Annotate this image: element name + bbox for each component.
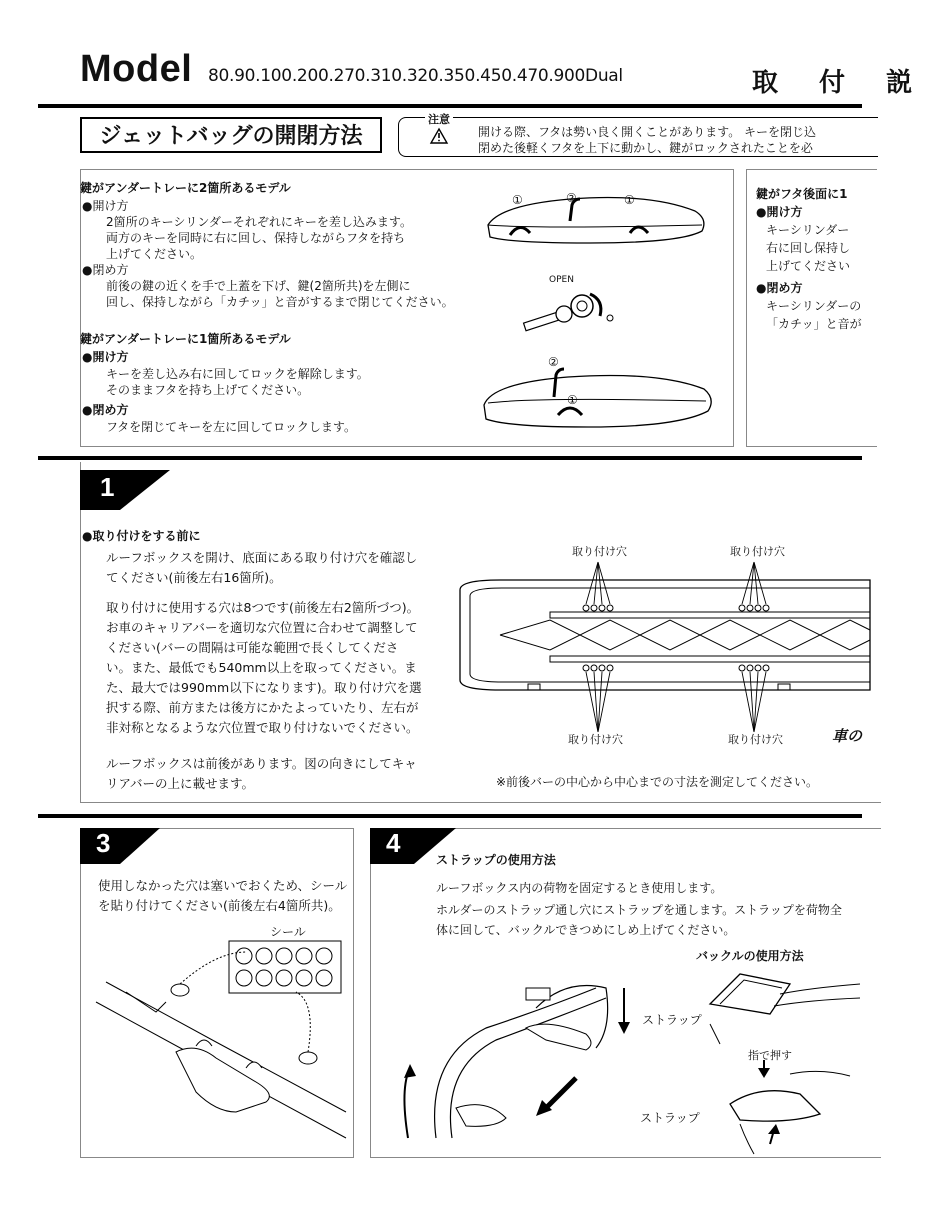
strap-label: ストラップ: [640, 1111, 700, 1125]
one-lock-close-line: フタを閉じてキーを左に回してロックします。: [106, 420, 356, 434]
key-cylinder-icon: [520, 282, 620, 342]
step1-paragraph: ルーフボックスは前後があります。図の向きにしてキャリアバーの上に載せます。: [106, 756, 417, 791]
caution-label: 注意: [425, 111, 453, 127]
measure-note: ※前後バーの中心から中心までの寸法を測定してください。: [496, 775, 819, 789]
section-title-open-close: ジェットバッグの開閉方法: [80, 117, 382, 153]
seal-label: シール: [270, 925, 306, 939]
two-lock-close-line: 回し、保持しながら「カチッ」と音がするまで閉じてください。: [106, 295, 454, 309]
two-lock-close-line: 前後の鍵の近くを手で上蓋を下げ、鍵(2箇所共)を左側に: [106, 279, 411, 293]
hole-label: 取り付け穴: [730, 545, 785, 558]
step4-number: 4: [386, 828, 401, 858]
callout-1: ①: [624, 193, 635, 207]
two-lock-open-line: 上げてください。: [106, 247, 203, 261]
two-lock-close-head: ●閉め方: [82, 263, 129, 277]
one-lock-heading: 鍵がアンダートレーに1箇所あるモデル: [80, 332, 291, 346]
model-heading: Model: [80, 48, 193, 90]
document-title: 取 付 説: [752, 68, 928, 98]
one-lock-open-line: そのままフタを持ち上げてください。: [106, 383, 310, 397]
rear-lock-open-line: 上げてください: [766, 259, 851, 273]
header-rule: [38, 104, 862, 108]
one-lock-open-head: ●開け方: [82, 350, 129, 364]
step1-paragraph: 取り付けに使用する穴は8つです(前後左右2箇所づつ)。お車のキャリアバーを適切な穴位置に合わせて調整してください(バーの間隔は可能な範囲で長くしてください。また、最低でも540mm以上を取ってください。また、最大では990mm以下になります)。取り付け穴を選択する際、前方または後方にかたよっていたり、左右が非対称となるような穴位置で取り付けないでください。: [106, 600, 422, 735]
step3-badge: [80, 828, 160, 864]
two-lock-open-line: 両方のキーを同時に右に回し、保持しながらフタを持ち: [106, 231, 406, 245]
hole-label: 取り付け穴: [572, 545, 627, 558]
buckle-illustration: [700, 964, 860, 1154]
strap-label: ストラップ: [642, 1013, 702, 1027]
rear-lock-close-line: キーシリンダーの: [766, 299, 862, 313]
rear-lock-close-line: 「カチッ」と音が: [766, 317, 862, 331]
one-lock-open-line: キーを差し込み右に回してロックを解除します。: [106, 367, 369, 381]
step1-heading: ●取り付けをする前に: [82, 529, 201, 543]
step4-line2: ホルダーのストラップ通し穴にストラップを通します。ストラップを荷物全体に回して、バックルできつめにしめ上げてください。: [436, 903, 842, 937]
caution-text: 開ける際、フタは勢い良く開くことがあります。 キーを閉じ込 閉めた後軽くフタを上下に動かし、鍵がロックされたことを必: [478, 125, 817, 155]
callout-1: ①: [567, 393, 578, 407]
rear-lock-close-head: ●閉め方: [756, 281, 803, 295]
two-lock-open-line: 2箇所のキーシリンダーそれぞれにキーを差し込みます。: [106, 215, 412, 229]
section-rule: [38, 814, 862, 818]
section-rule: [38, 456, 862, 460]
seal-application-illustration: [96, 962, 346, 1152]
callout-1: ①: [512, 193, 523, 207]
open-label: OPEN: [549, 275, 574, 285]
car-front-label: 車の: [832, 727, 863, 745]
step1-number: 1: [100, 472, 115, 502]
buckle-title: バックルの使用方法: [696, 949, 804, 963]
two-lock-open-head: ●開け方: [82, 199, 129, 213]
callout-2: ②: [548, 355, 559, 369]
warning-icon: [430, 128, 448, 144]
callout-2: ②: [566, 191, 577, 205]
step3-number: 3: [96, 828, 111, 858]
step3-text: 使用しなかった穴は塞いでおくため、シールを貼り付けてください(前後左右4箇所共)。: [98, 878, 348, 913]
press-label: 指で押す: [748, 1049, 792, 1062]
step4-heading: ストラップの使用方法: [436, 853, 556, 867]
two-lock-heading: 鍵がアンダートレーに2箇所あるモデル: [80, 181, 291, 195]
roof-box-one-lock-illustration: [478, 355, 718, 435]
step1-paragraph: ルーフボックスを開け、底面にある取り付け穴を確認してください(前後左右16箇所)。: [106, 550, 418, 585]
rear-lock-heading: 鍵がフタ後面に1: [756, 187, 848, 201]
hole-label: 取り付け穴: [728, 733, 783, 746]
rear-lock-open-head: ●開け方: [756, 205, 803, 219]
step1-badge: [80, 470, 170, 510]
step4-line1: ルーフボックス内の荷物を固定するとき使用します。: [436, 881, 723, 895]
rear-lock-open-line: 右に回し保持し: [766, 241, 851, 255]
roof-box-bottom-view: [440, 560, 870, 750]
rear-lock-open-line: キーシリンダー: [766, 223, 850, 237]
model-numbers: 80.90.100.200.270.310.320.350.450.470.900Dual: [208, 66, 623, 86]
strap-usage-illustration: [396, 968, 636, 1148]
one-lock-close-head: ●閉め方: [82, 403, 129, 417]
hole-label: 取り付け穴: [568, 733, 623, 746]
